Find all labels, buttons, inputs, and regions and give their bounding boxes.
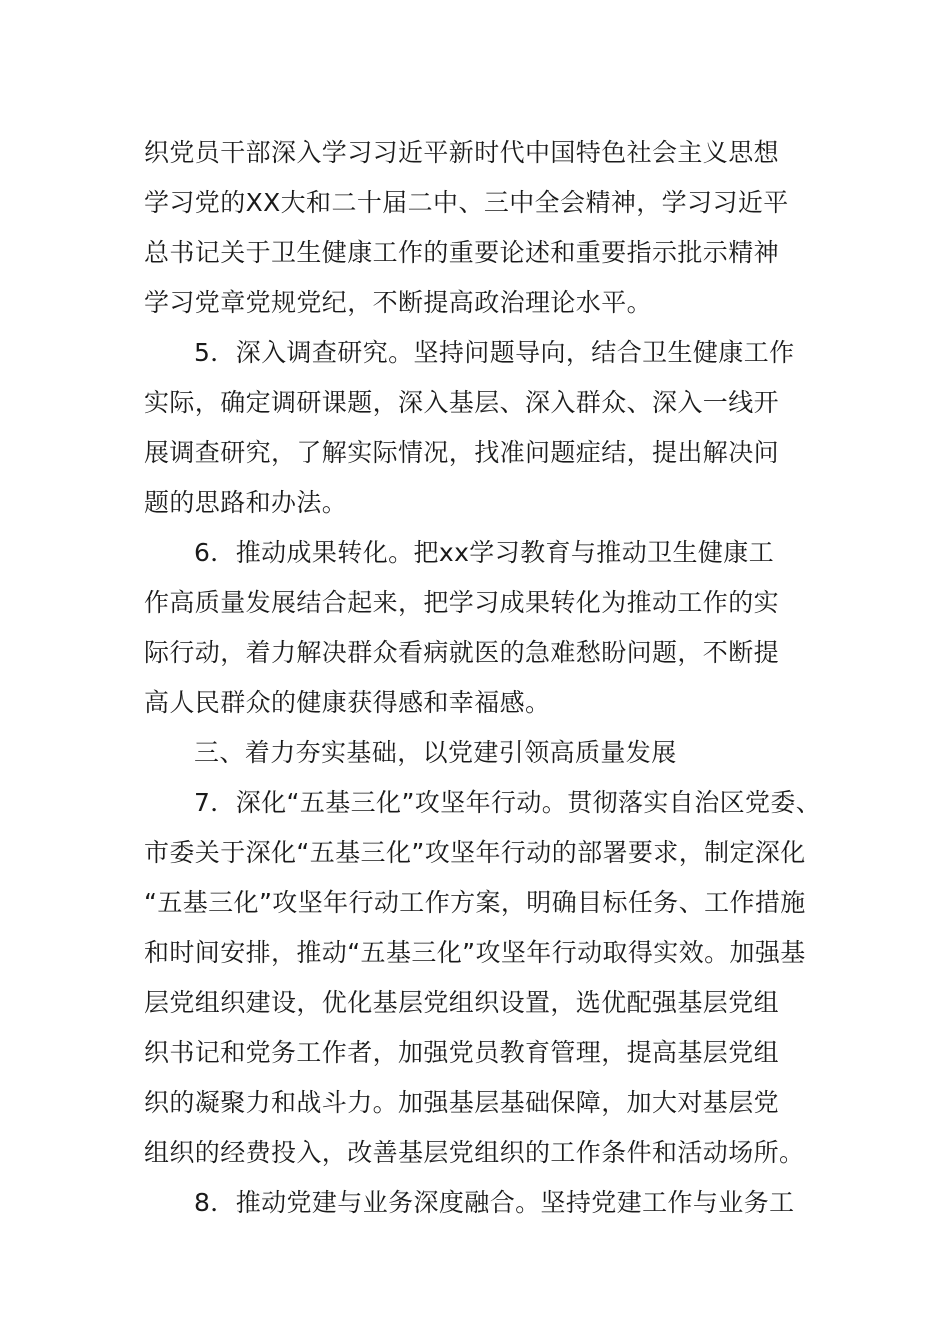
- text-line: 织的凝聚力和战斗力。加强基层基础保障，加大对基层党: [144, 1088, 780, 1117]
- text-line: 作高质量发展结合起来，把学习成果转化为推动工作的实: [144, 588, 780, 617]
- text-line: 织党员干部深入学习习近平新时代中国特色社会主义思想: [144, 138, 780, 167]
- text-line: 高人民群众的健康获得感和幸福感。: [144, 688, 551, 717]
- text-line: 总书记关于卫生健康工作的重要论述和重要指示批示精神: [144, 238, 780, 267]
- text-line: 6．推动成果转化。把xx学习教育与推动卫生健康工: [194, 538, 775, 567]
- text-line: 展调查研究，了解实际情况，找准问题症结，提出解决问: [144, 438, 780, 467]
- text-line: 和时间安排，推动“五基三化”攻坚年行动取得实效。加强基: [144, 938, 806, 967]
- text-line: 织书记和党务工作者，加强党员教育管理，提高基层党组: [144, 1038, 780, 1067]
- section-heading: 三、着力夯实基础，以党建引领高质量发展: [194, 738, 677, 767]
- text-line: 市委关于深化“五基三化”攻坚年行动的部署要求，制定深化: [144, 838, 806, 867]
- text-line: 题的思路和办法。: [144, 488, 348, 517]
- text-line: 实际，确定调研课题，深入基层、深入群众、深入一线开: [144, 388, 780, 417]
- text-line: 5．深入调查研究。坚持问题导向，结合卫生健康工作: [194, 338, 795, 367]
- text-line: 8．推动党建与业务深度融合。坚持党建工作与业务工: [194, 1188, 795, 1217]
- text-line: 7．深化“五基三化”攻坚年行动。贯彻落实自治区党委、: [194, 788, 822, 817]
- text-line: 学习党的XX大和二十届二中、三中全会精神，学习习近平: [144, 188, 789, 217]
- text-line: 际行动，着力解决群众看病就医的急难愁盼问题，不断提: [144, 638, 780, 667]
- text-line: 组织的经费投入，改善基层党组织的工作条件和活动场所。: [144, 1138, 805, 1167]
- text-line: 学习党章党规党纪，不断提高政治理论水平。: [144, 288, 653, 317]
- text-line: 层党组织建设，优化基层党组织设置，选优配强基层党组: [144, 988, 780, 1017]
- document-body: [144, 128, 824, 1228]
- text-line: “五基三化”攻坚年行动工作方案，明确目标任务、工作措施: [144, 888, 806, 917]
